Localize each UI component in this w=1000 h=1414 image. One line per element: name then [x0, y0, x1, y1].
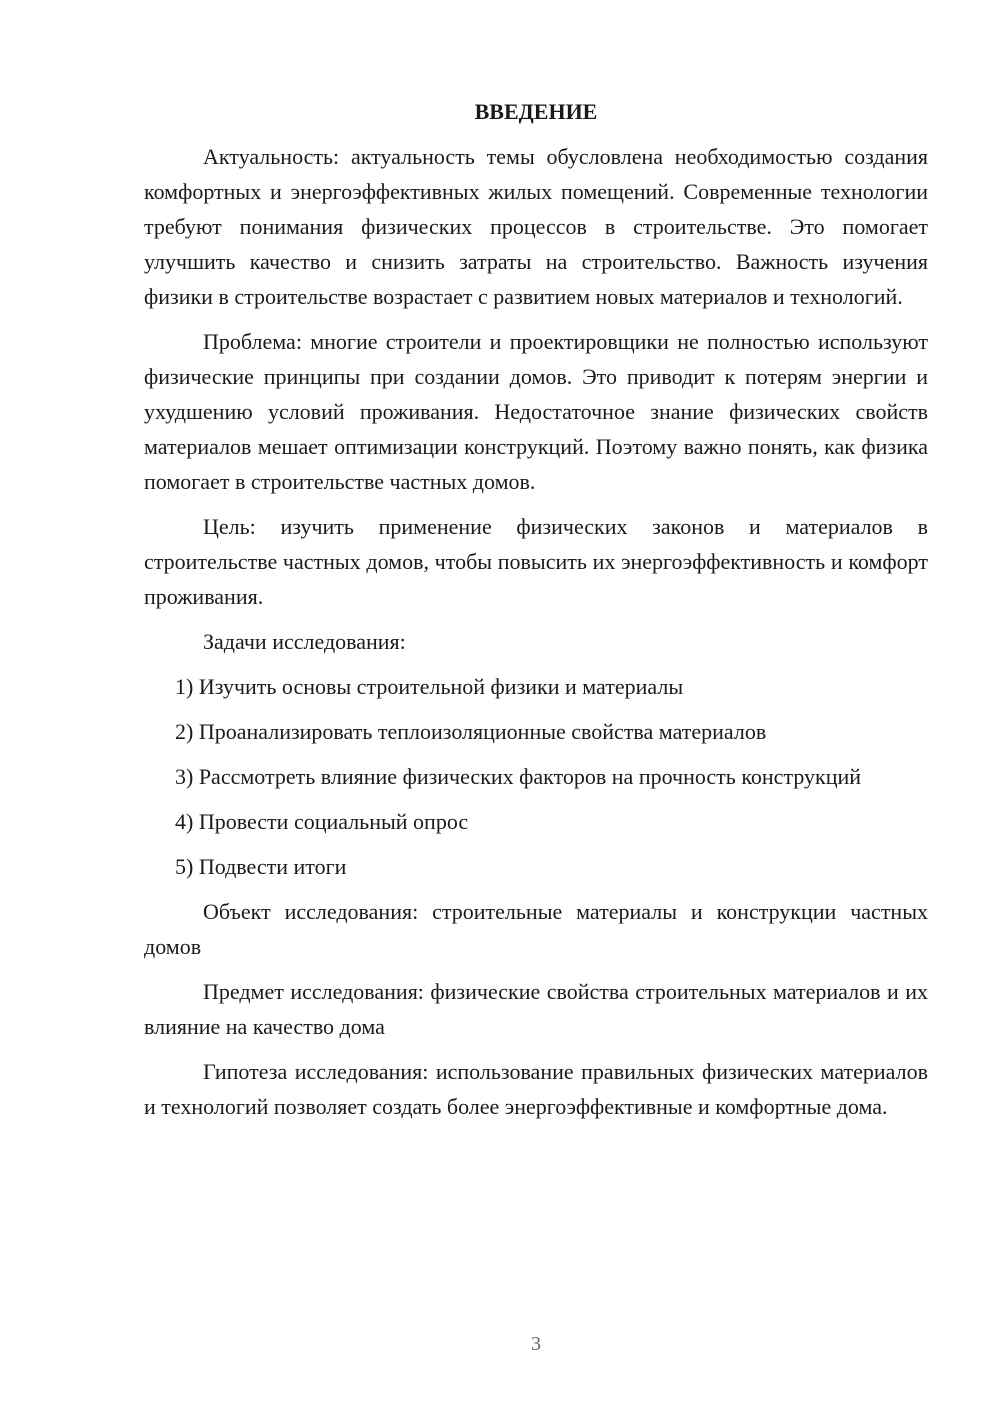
paragraph-relevance: Актуальность: актуальность темы обусловлена необходимостью создания комфортных и энергоэффективных жилых помещений. Современные технологии требуют понимания физических процессов в строительстве. Это помогает улучшить качество и снизить затраты на строительство. Важность изучения физики в строительстве возрастает с развитием новых материалов и технологий. [144, 144, 928, 309]
task-item-2: 2) Проанализировать теплоизоляционные свойства материалов [175, 719, 767, 744]
task-item-3: 3) Рассмотреть влияние физических факторов на прочность конструкций [175, 764, 862, 789]
paragraph-object: Объект исследования: строительные материалы и конструкции частных домов [144, 899, 928, 959]
paragraph-subject: Предмет исследования: физические свойства строительных материалов и их влияние на качество дома [144, 979, 928, 1039]
section-title: ВВЕДЕНИЕ [474, 99, 598, 124]
task-item-1: 1) Изучить основы строительной физики и материалы [175, 674, 684, 699]
task-item-4: 4) Провести социальный опрос [175, 809, 469, 834]
tasks-heading: Задачи исследования: [203, 629, 406, 654]
paragraph-goal: Цель: изучить применение физических законов и материалов в строительстве частных домов, чтобы повысить их энергоэффективность и комфорт проживания. [144, 514, 928, 609]
page-content [144, 94, 928, 1134]
task-item-5: 5) Подвести итоги [175, 854, 347, 879]
page-number: 3 [531, 1333, 541, 1355]
paragraph-hypothesis: Гипотеза исследования: использование правильных физических материалов и технологий позволяет создать более энергоэффективные и комфортные дома. [144, 1059, 928, 1119]
paragraph-problem: Проблема: многие строители и проектировщики не полностью используют физические принципы при создании домов. Это приводит к потерям энергии и ухудшению условий проживания. Недостаточное знание физических свойств материалов мешает оптимизации конструкций. Поэтому важно понять, как физика помогает в строительстве частных домов. [144, 329, 928, 494]
